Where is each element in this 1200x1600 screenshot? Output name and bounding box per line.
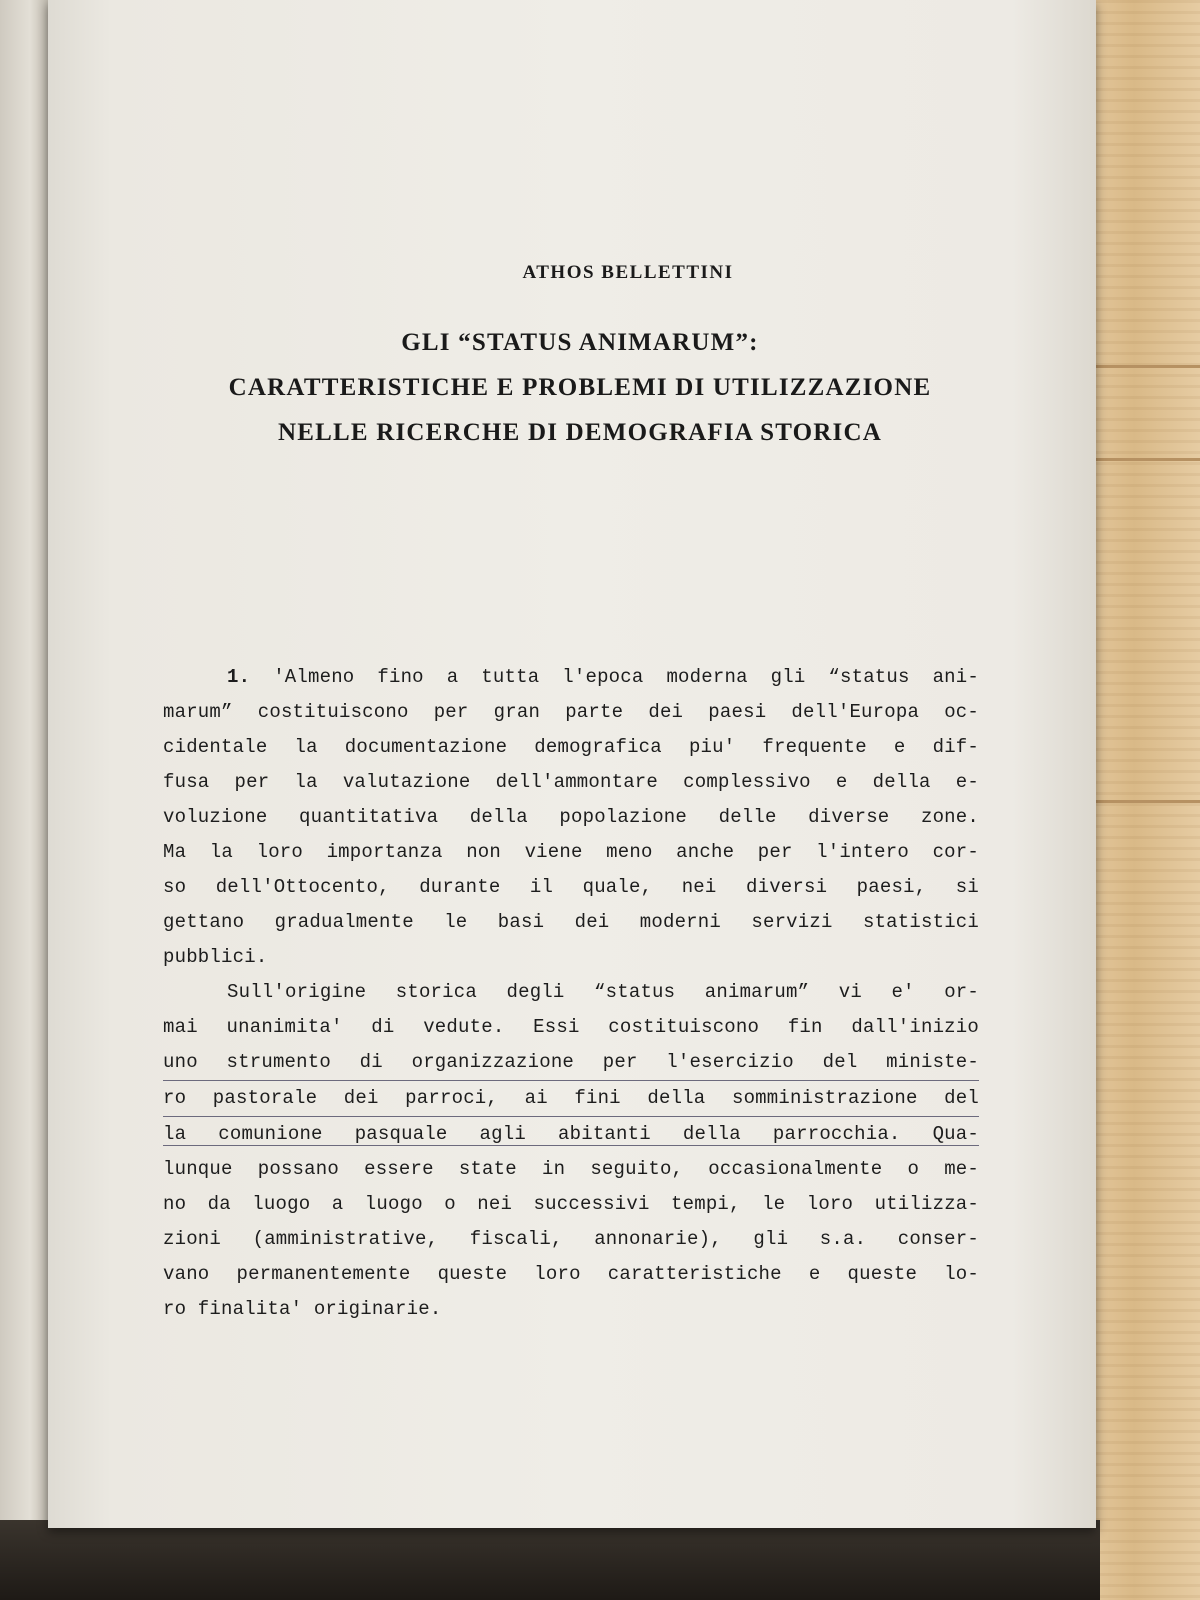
bottom-shadow — [0, 1520, 1100, 1600]
paragraph-2-line-underlined: uno strumento di organizzazione per l'esercizio del ministe- — [163, 1045, 979, 1081]
paragraph-2-line: zioni (amministrative, fiscali, annonarie), gli s.a. conser- — [163, 1228, 979, 1250]
article-title — [150, 320, 1010, 455]
paragraph-1-line: 1. 'Almeno fino a tutta l'epoca moderna gli “status ani- — [227, 666, 979, 688]
paragraph-1-line: so dell'Ottocento, durante il quale, nei diversi paesi, si — [163, 876, 979, 898]
paragraph-2-line-underlined: la comunione pasquale agli abitanti della parrocchia. Qua- — [163, 1123, 979, 1145]
title-line: CARATTERISTICHE E PROBLEMI DI UTILIZZAZIONE — [228, 374, 932, 401]
title-line: NELLE RICERCHE DI DEMOGRAFIA STORICA — [278, 419, 882, 446]
paragraph-1-line: pubblici. — [163, 946, 268, 968]
paragraph-1-line: fusa per la valutazione dell'ammontare complessivo e della e- — [163, 771, 979, 793]
paragraph-number: 1. — [227, 666, 251, 688]
facing-page-edge — [0, 0, 50, 1530]
author-name: ATHOS BELLETTINI — [522, 262, 734, 283]
paragraph-2-line: mai unanimita' di vedute. Essi costituiscono fin dall'inizio — [163, 1016, 979, 1038]
paragraph-1-line: Ma la loro importanza non viene meno anche per l'intero cor- — [163, 841, 979, 863]
table-plank-seam — [1090, 365, 1200, 368]
paragraph-2-line: no da luogo a luogo o nei successivi tempi, le loro utilizza- — [163, 1193, 979, 1215]
table-plank-seam — [1090, 800, 1200, 803]
paragraph-1-line: cidentale la documentazione demografica piu' frequente e dif- — [163, 736, 979, 758]
paragraph-1-line: gettano gradualmente le basi dei moderni servizi statistici — [163, 911, 979, 933]
paragraph-2-line: ro finalita' originarie. — [163, 1298, 442, 1320]
paragraph-2-line: vano permanentemente queste loro caratteristiche e queste lo- — [163, 1263, 979, 1285]
paragraph-2-line: Sull'origine storica degli “status animarum” vi e' or- — [227, 981, 979, 1003]
body-text — [163, 660, 979, 1327]
paragraph-1-line: voluzione quantitativa della popolazione delle diverse zone. — [163, 806, 979, 828]
paragraph-2-line-underlined: ro pastorale dei parroci, ai fini della somministrazione del — [163, 1081, 979, 1117]
title-line: GLI “STATUS ANIMARUM”: — [401, 329, 759, 356]
paragraph-2-line: lunque possano essere state in seguito, occasionalmente o me- — [163, 1158, 979, 1180]
paragraph-1-line: marum” costituiscono per gran parte dei paesi dell'Europa oc- — [163, 701, 979, 723]
table-plank-seam — [1090, 458, 1200, 461]
